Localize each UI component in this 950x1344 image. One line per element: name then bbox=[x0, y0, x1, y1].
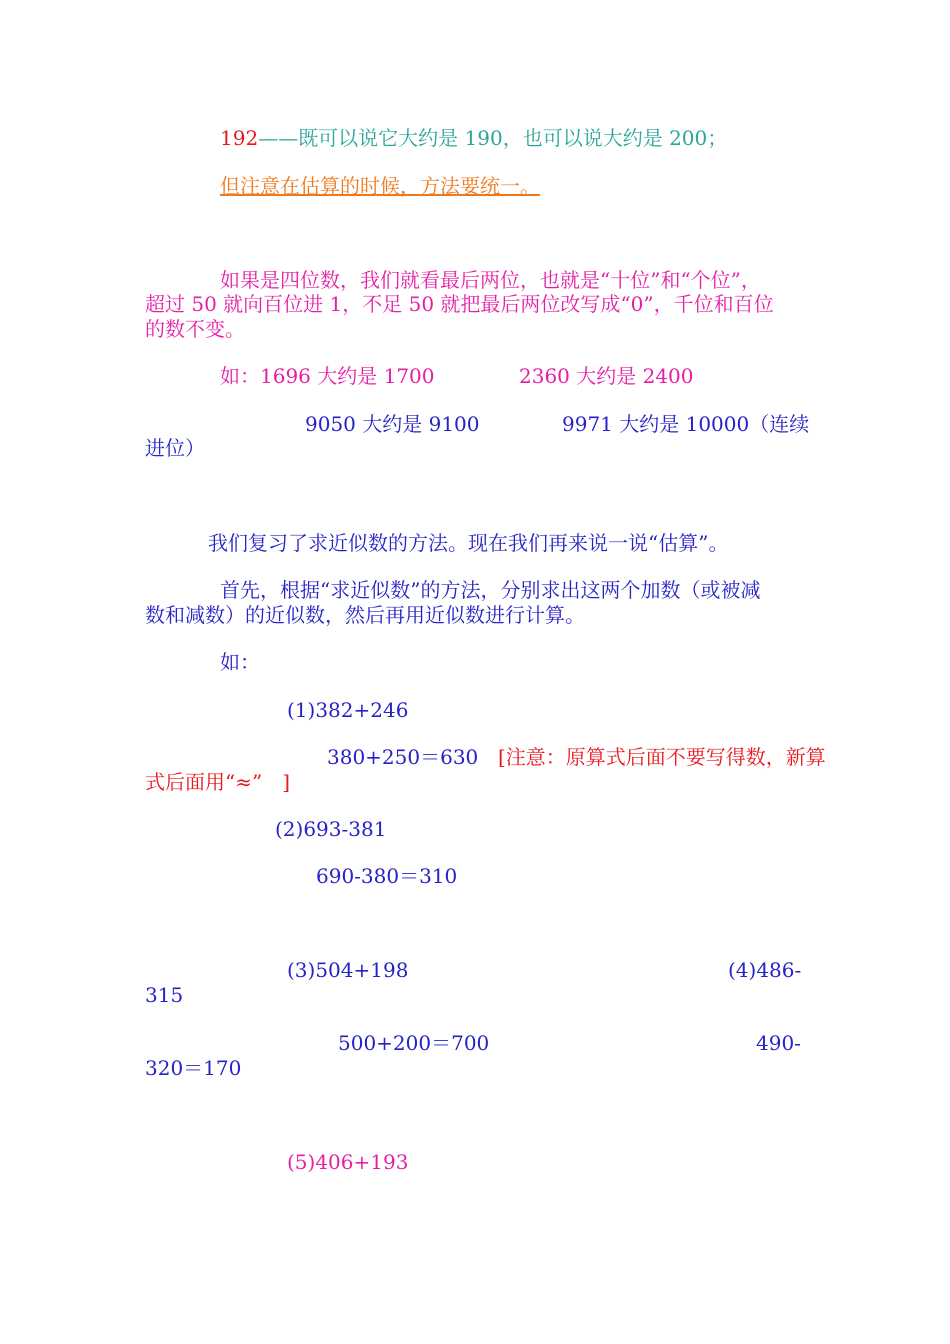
question-1: (1)382+246 bbox=[287, 698, 409, 722]
approx-line-192 bbox=[220, 126, 727, 150]
answer-3: 500+200＝700 bbox=[338, 1031, 490, 1055]
question-4: (4)486- bbox=[728, 958, 802, 982]
example-9971: 9971 大约是 10000（连续 bbox=[562, 412, 810, 436]
example-1696: 如：1696 大约是 1700 bbox=[220, 364, 435, 388]
method-line-2: 数和减数）的近似数，然后再用近似数进行计算。 bbox=[145, 603, 585, 627]
example-9050: 9050 大约是 9100 bbox=[305, 412, 480, 436]
answer-2: 690-380＝310 bbox=[316, 864, 458, 888]
example-label: 如： bbox=[220, 650, 260, 674]
rule-line-2: 超过 50 就向百位进 1，不足 50 就把最后两位改写成“0”，千位和百位 bbox=[145, 292, 774, 316]
approx-text: ——既可以说它大约是 190，也可以说大约是 200； bbox=[258, 126, 728, 150]
method-line-1: 首先，根据“求近似数”的方法，分别求出这两个加数（或被减 bbox=[220, 578, 761, 602]
question-4-cont: 315 bbox=[145, 983, 184, 1007]
question-5: (5)406+193 bbox=[287, 1150, 409, 1174]
number-192: 192 bbox=[220, 126, 259, 150]
answer-1: 380+250＝630 bbox=[327, 745, 479, 769]
question-3: (3)504+198 bbox=[287, 958, 409, 982]
warning-note-line-2: 式后面用“≈” ] bbox=[145, 770, 291, 794]
question-2: (2)693-381 bbox=[275, 817, 387, 841]
answer-4-cont: 320＝170 bbox=[145, 1056, 242, 1080]
example-2360: 2360 大约是 2400 bbox=[519, 364, 694, 388]
answer-4: 490- bbox=[756, 1031, 801, 1055]
warning-note-line-1: [注意：原算式后面不要写得数，新算 bbox=[498, 745, 826, 769]
rule-line-1: 如果是四位数，我们就看最后两位，也就是“十位”和“个位”， bbox=[220, 268, 761, 292]
rule-line-3: 的数不变。 bbox=[145, 317, 245, 341]
method-note: 但注意在估算的时候，方法要统一。 bbox=[220, 174, 540, 198]
review-sentence: 我们复习了求近似数的方法。现在我们再来说一说“估算”。 bbox=[208, 531, 729, 555]
example-9971-cont: 进位） bbox=[145, 436, 205, 460]
